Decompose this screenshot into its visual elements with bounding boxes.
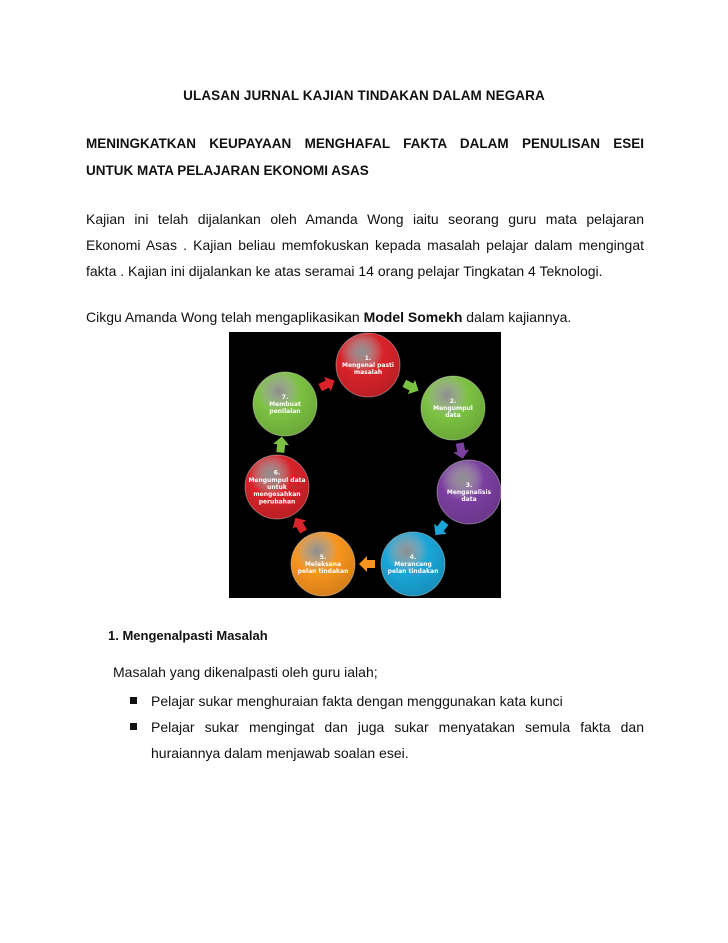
cycle-arrow-icon	[289, 514, 311, 536]
cycle-step-label: Merancang	[394, 561, 432, 568]
cycle-step-label: data	[445, 412, 461, 420]
cycle-step-label: Membuat	[269, 401, 301, 408]
cycle-step-label: 3.	[465, 481, 473, 489]
cycle-step-label: Melaksana	[304, 561, 342, 568]
somekh-model-diagram	[229, 332, 501, 598]
cycle-step-label: 6.	[273, 469, 281, 477]
cycle-step-label: 2.	[449, 397, 457, 405]
section-heading: 1. Mengenalpasti Masalah	[108, 628, 268, 643]
cycle-step-label: untuk	[267, 484, 287, 491]
cycle-arrow-icon	[317, 373, 338, 394]
cycle-diagram-svg	[229, 332, 501, 598]
cycle-step-label: Mengenal pasti	[342, 362, 394, 369]
cycle-arrow-icon	[401, 376, 422, 397]
cycle-step-label: 5.	[319, 553, 327, 561]
document-title: ULASAN JURNAL KAJIAN TINDAKAN DALAM NEGARA	[183, 88, 545, 103]
model-text-after: dalam kajiannya.	[462, 309, 572, 325]
list-item-text: huraiannya dalam menjawab soalan esei.	[151, 745, 409, 761]
cycle-step-label: 7.	[281, 393, 289, 401]
bullet-square-icon	[130, 723, 137, 730]
model-text-before: Cikgu Amanda Wong telah mengaplikasikan	[86, 309, 364, 325]
cycle-step-label: pelan tindakan	[297, 568, 349, 576]
bullet-square-icon	[130, 697, 137, 704]
cycle-step-label: Mengumpul data	[248, 476, 306, 484]
cycle-step-label: penilaian	[269, 408, 301, 416]
heading-line-2: UNTUK MATA PELAJARAN EKONOMI ASAS	[86, 163, 369, 178]
cycle-step-label: Mengumpul	[433, 405, 473, 412]
list-item	[127, 688, 644, 714]
heading-line-1: MENINGKATKAN KEUPAYAAN MENGHAFAL FAKTA DALAM PENULISAN ESEI	[86, 136, 644, 151]
cycle-step-label: masalah	[353, 369, 383, 377]
cycle-step-label: mengesahkan	[253, 491, 301, 499]
cycle-arrow-icon	[429, 518, 451, 540]
cycle-step-label: perubahan	[258, 498, 296, 506]
cycle-step-label: Menganalisis	[446, 489, 492, 496]
cycle-arrow-icon	[359, 556, 375, 572]
model-paragraph	[86, 304, 644, 330]
list-item-text: Pelajar sukar mengingat dan juga sukar menyatakan semula fakta dan	[151, 719, 644, 735]
cycle-arrow-icon	[452, 442, 471, 461]
paragraph-line: fakta . Kajian ini dijalankan ke atas seramai 14 orang pelajar Tingkatan 4 Teknologi.	[86, 263, 603, 279]
cycle-step-label: data	[461, 496, 477, 504]
section-intro: Masalah yang dikenalpasti oleh guru ialah;	[113, 664, 378, 680]
list-item-text: Pelajar sukar menghuraian fakta dengan menggunakan kata kunci	[151, 693, 563, 709]
paragraph-line: Kajian ini telah dijalankan oleh Amanda Wong iaitu seorang guru mata pelajaran	[86, 211, 644, 227]
cycle-step-label: pelan tindakan	[387, 568, 439, 576]
cycle-arrow-icon	[272, 436, 289, 453]
cycle-step-label: 1.	[364, 354, 372, 362]
intro-paragraph	[86, 206, 644, 284]
research-heading	[86, 130, 644, 184]
paragraph-line: Ekonomi Asas . Kajian beliau memfokuskan kepada masalah pelajar dalam mengingat	[86, 237, 644, 253]
cycle-step-label: 4.	[409, 553, 417, 561]
problem-list	[127, 688, 644, 766]
model-name: Model Somekh	[363, 309, 463, 325]
list-item	[127, 714, 644, 766]
